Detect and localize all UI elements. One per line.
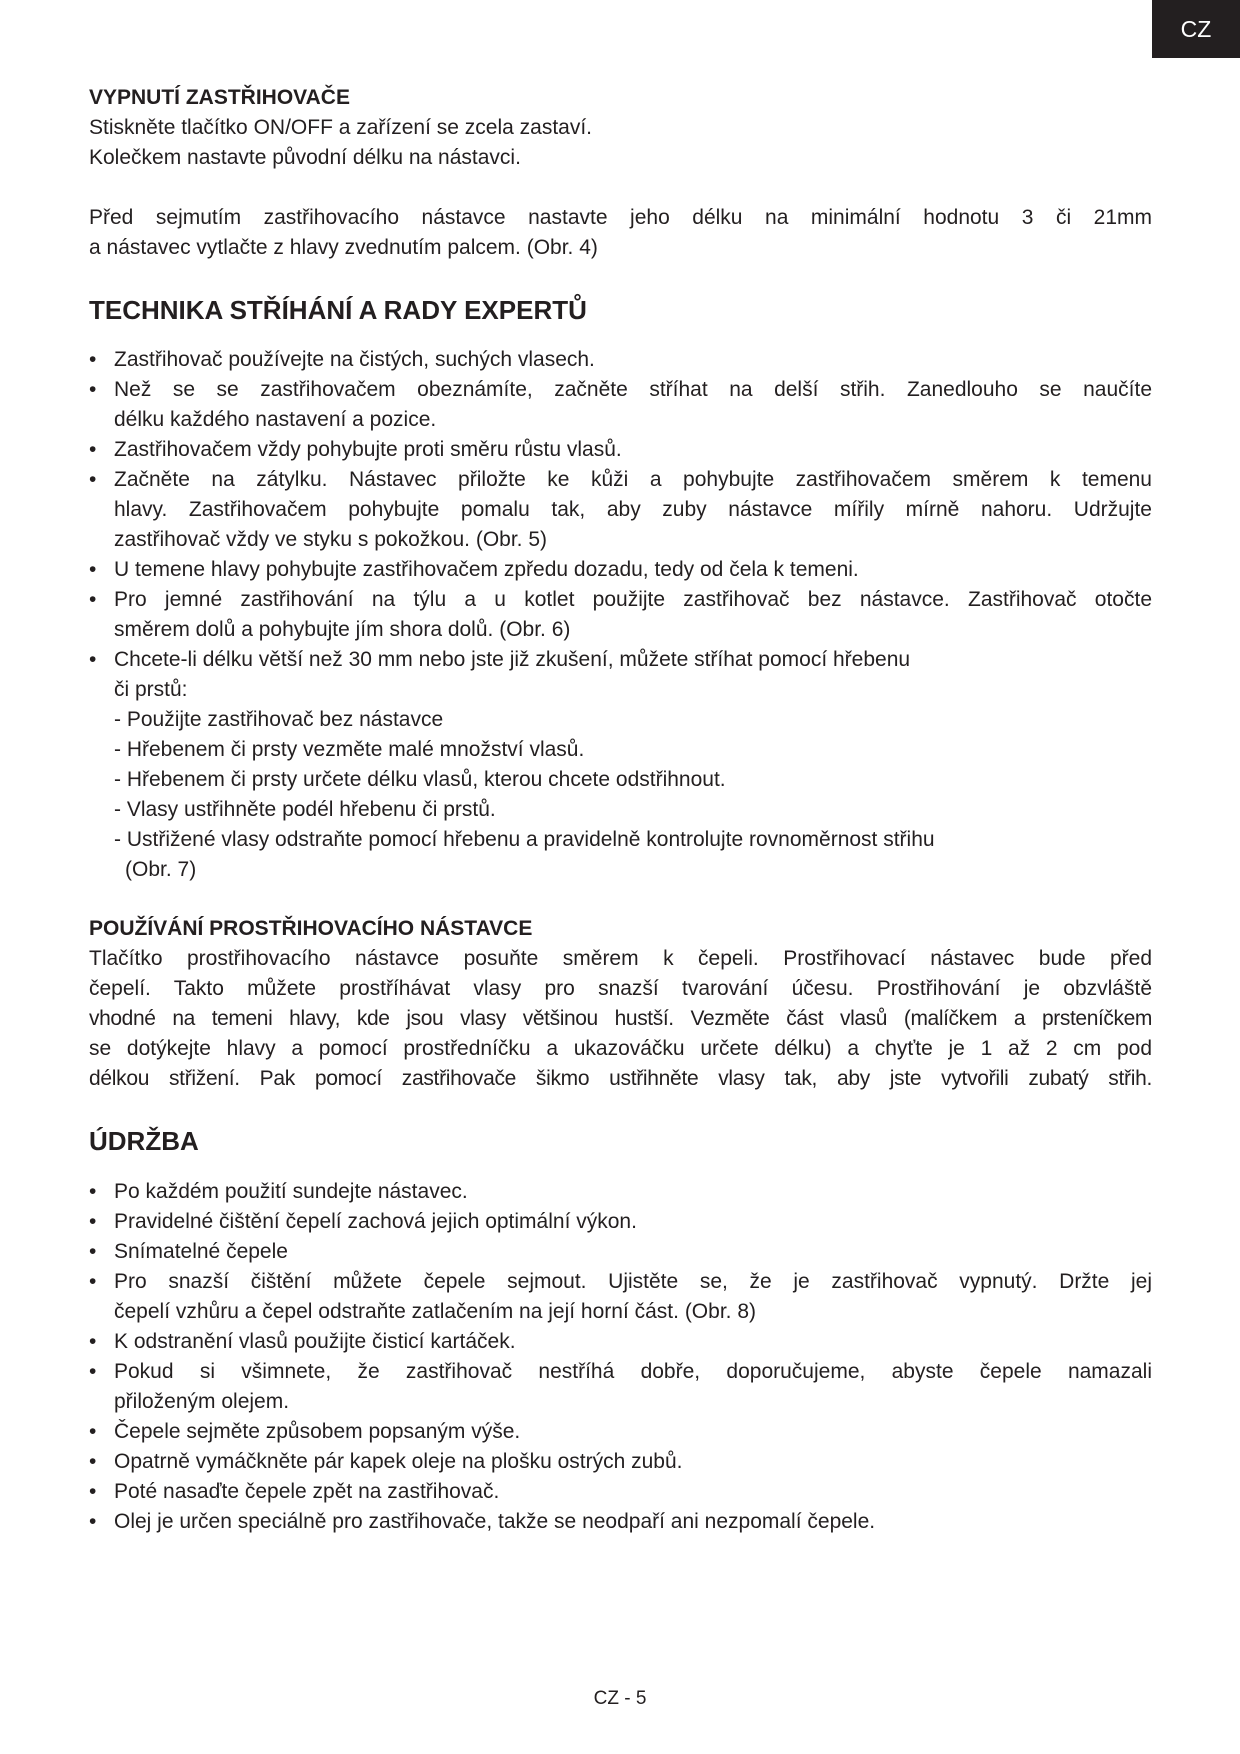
bullet-icon: • <box>89 438 97 461</box>
list-item <box>89 1507 1152 1537</box>
list-item <box>89 585 1152 645</box>
list-item <box>89 375 1152 435</box>
text-line: Čepele sejměte způsobem popsaným výše. <box>114 1420 521 1443</box>
bullet-icon: • <box>89 1450 97 1473</box>
list-item <box>89 1447 1152 1477</box>
list-item <box>89 345 1152 375</box>
text-line: Než se se zastřihovačem obeznámíte, začněte stříhat na delší střih. Zanedlouho se naučíte <box>114 378 1152 401</box>
text-line: Olej je určen speciálně pro zastřihovače, takže se neodpaří ani nezpomalí čepele. <box>114 1510 876 1533</box>
text-line: Pro jemné zastřihování na týlu a u kotlet použijte zastřihovač bez nástavce. Zastřihovač otočte <box>114 588 1152 611</box>
bullet-icon: • <box>89 468 97 491</box>
text-line: Stiskněte tlačítko ON/OFF a zařízení se zcela zastaví. <box>89 116 593 139</box>
text-line: délku každého nastavení a pozice. <box>114 408 437 431</box>
text-line: délkou střižení. Pak pomocí zastřihovače šikmo ustřihněte vlasy tak, aby jste vytvořili zubatý střih. <box>89 1067 1152 1090</box>
text-line: Pokud si všimnete, že zastřihovač nestříhá dobře, doporučujeme, abyste čepele namazali <box>114 1360 1152 1383</box>
text-line: Pro snazší čištění můžete čepele sejmout. Ujistěte se, že je zastřihovač vypnutý. Držte jej <box>114 1270 1152 1293</box>
section-thinning-attachment <box>89 914 1152 1094</box>
sub-item: - Ustřižené vlasy odstraňte pomocí hřebenu a pravidelně kontrolujte rovnoměrnost střihu <box>114 828 935 851</box>
section-technique <box>89 293 1152 327</box>
bullet-icon: • <box>89 588 97 611</box>
list-item <box>89 1477 1152 1507</box>
text-line: Před sejmutím zastřihovacího nástavce nastavte jeho délku na minimální hodnotu 3 či 21mm <box>89 206 1152 229</box>
list-item <box>89 1417 1152 1447</box>
list-item <box>89 1237 1152 1267</box>
text-line: směrem dolů a pohybujte jím shora dolů. (Obr. 6) <box>114 618 571 641</box>
bullet-icon: • <box>89 1330 97 1353</box>
text-line: Zastřihovačem vždy pohybujte proti směru růstu vlasů. <box>114 438 622 461</box>
section-heading: ÚDRŽBA <box>89 1126 199 1156</box>
sub-item: - Vlasy ustřihněte podél hřebenu či prstů. <box>114 798 496 821</box>
list-item <box>89 1267 1152 1327</box>
list-item <box>89 1327 1152 1357</box>
bullet-icon: • <box>89 1420 97 1443</box>
technique-list <box>89 345 1152 885</box>
text-line: Poté nasaďte čepele zpět na zastřihovač. <box>114 1480 500 1503</box>
bullet-icon: • <box>89 1510 97 1533</box>
list-item <box>89 435 1152 465</box>
text-line: Snímatelné čepele <box>114 1240 288 1263</box>
text-line: Kolečkem nastavte původní délku na nástavci. <box>89 146 521 169</box>
section-heading: VYPNUTÍ ZASTŘIHOVAČE <box>89 86 350 109</box>
text-line: či prstů: <box>114 678 188 701</box>
text-line: zastřihovač vždy ve styku s pokožkou. (Obr. 5) <box>114 528 548 551</box>
language-label: CZ <box>1180 15 1212 42</box>
maintenance-list <box>89 1177 1152 1537</box>
text-line: Zastřihovač používejte na čistých, suchých vlasech. <box>114 348 595 371</box>
sub-item: - Hřebenem či prsty určete délku vlasů, kterou chcete odstřihnout. <box>114 768 726 791</box>
bullet-icon: • <box>89 1480 97 1503</box>
bullet-icon: • <box>89 378 97 401</box>
sub-item: - Hřebenem či prsty vezměte malé množství vlasů. <box>114 738 585 761</box>
bullet-icon: • <box>89 348 97 371</box>
text-line: se dotýkejte hlavy a pomocí prostředníčku a ukazováčku určete délku) a chyťte je 1 až 2 cm pod <box>89 1037 1152 1060</box>
bullet-icon: • <box>89 648 97 671</box>
list-item <box>89 555 1152 585</box>
text-line: a nástavec vytlačte z hlavy zvednutím palcem. (Obr. 4) <box>89 236 598 259</box>
list-item <box>89 1207 1152 1237</box>
text-line: K odstranění vlasů použijte čisticí kartáček. <box>114 1330 516 1353</box>
text-line: Chcete-li délku větší než 30 mm nebo jste již zkušení, můžete stříhat pomocí hřebenu <box>114 648 911 671</box>
text-line: čepelí. Takto můžete prostříhávat vlasy pro snazší tvarování účesu. Prostřihování je obzvláště <box>89 977 1152 1000</box>
text-line: Začněte na zátylku. Nástavec přiložte ke kůži a pohybujte zastřihovačem směrem k temenu <box>114 468 1152 491</box>
list-item <box>89 645 1152 705</box>
text-line: hlavy. Zastřihovačem pohybujte pomalu tak, aby zuby nástavce mířily mírně nahoru. Udržujte <box>114 498 1152 521</box>
list-item <box>89 1177 1152 1207</box>
bullet-icon: • <box>89 1360 97 1383</box>
section-heading: TECHNIKA STŘÍHÁNÍ A RADY EXPERTŮ <box>89 295 587 325</box>
bullet-icon: • <box>89 1210 97 1233</box>
section-switch-off <box>89 83 1152 263</box>
sub-item: - Použijte zastřihovač bez nástavce <box>114 708 444 731</box>
bullet-icon: • <box>89 1180 97 1203</box>
section-heading: POUŽÍVÁNÍ PROSTŘIHOVACÍHO NÁSTAVCE <box>89 917 533 940</box>
bullet-icon: • <box>89 558 97 581</box>
sub-item-continuation: (Obr. 7) <box>125 858 197 881</box>
bullet-icon: • <box>89 1270 97 1293</box>
text-line: přiloženým olejem. <box>114 1390 290 1413</box>
section-maintenance <box>89 1124 1152 1158</box>
text-line: U temene hlavy pohybujte zastřihovačem zpředu dozadu, tedy od čela k temeni. <box>114 558 859 581</box>
text-line: čepelí vzhůru a čepel odstraňte zatlačením na její horní část. (Obr. 8) <box>114 1300 756 1323</box>
text-line: Pravidelné čištění čepelí zachová jejich optimální výkon. <box>114 1210 637 1233</box>
text-line: vhodné na temeni hlavy, kde jsou vlasy většinou hustší. Vezměte část vlasů (malíčkem a prsteníčkem <box>89 1007 1152 1030</box>
language-tab <box>1152 0 1240 58</box>
list-item <box>89 1357 1152 1417</box>
text-line: Tlačítko prostřihovacího nástavce posuňte směrem k čepeli. Prostřihovací nástavec bude před <box>89 947 1152 970</box>
text-line: Po každém použití sundejte nástavec. <box>114 1180 468 1203</box>
list-item <box>89 465 1152 555</box>
page-number: CZ - 5 <box>593 1688 647 1709</box>
text-line: Opatrně vymáčkněte pár kapek oleje na plošku ostrých zubů. <box>114 1450 683 1473</box>
bullet-icon: • <box>89 1240 97 1263</box>
